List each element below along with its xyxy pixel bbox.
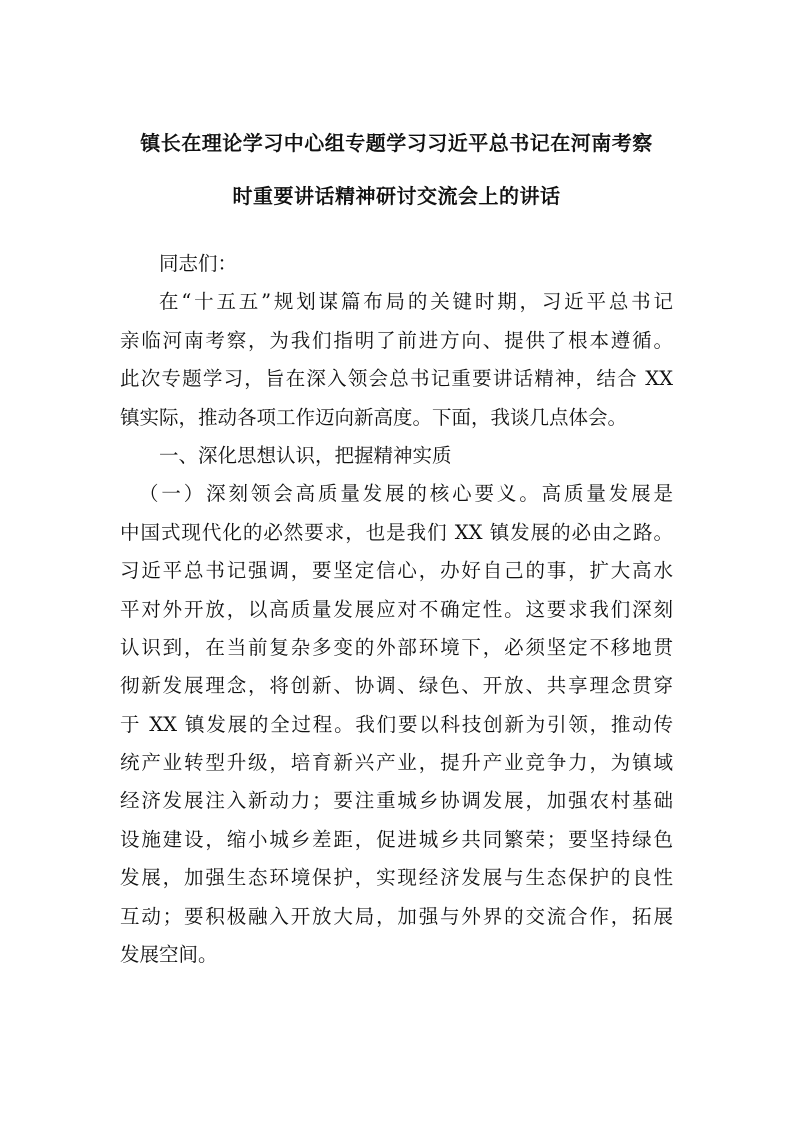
paragraph-line: 在“十五五”规划谋篇布局的关键时期，习近平总书记 xyxy=(159,290,673,314)
paragraph-line: 发展，加强生态环境保护，实现经济发展与生态保护的良性 xyxy=(120,866,673,890)
paragraph-line: 彻新发展理念，将创新、协调、绿色、开放、共享理念贯穿 xyxy=(120,674,673,698)
paragraph-line: 认识到，在当前复杂多变的外部环境下，必须坚定不移地贯 xyxy=(120,635,673,659)
paragraph-line: 于 XX 镇发展的全过程。我们要以科技创新为引领，推动传 xyxy=(120,712,673,736)
paragraph-line: 统产业转型升级，培育新兴产业，提升产业竞争力，为镇域 xyxy=(120,751,673,775)
paragraph-line: 此次专题学习，旨在深入领会总书记重要讲话精神，结合 XX xyxy=(120,367,673,391)
paragraph-line: 中国式现代化的必然要求，也是我们 XX 镇发展的必由之路。 xyxy=(120,520,673,544)
salutation: 同志们： xyxy=(159,252,238,275)
paragraph-line: 平对外开放，以高质量发展应对不确定性。这要求我们深刻 xyxy=(120,597,673,621)
paragraph-line: 亲临河南考察，为我们指明了前进方向、提供了根本遵循。 xyxy=(120,328,673,352)
paragraph-line: 互动；要积极融入开放大局，加强与外界的交流合作，拓展 xyxy=(120,904,673,928)
paragraph-line: 镇实际，推动各项工作迈向新高度。下面，我谈几点体会。 xyxy=(120,405,628,429)
paragraph-line: （一）深刻领会高质量发展的核心要义。高质量发展是 xyxy=(139,482,673,506)
paragraph-line: 习近平总书记强调，要坚定信心，办好自己的事，扩大高水 xyxy=(120,559,673,583)
document-body xyxy=(120,245,673,974)
paragraph-line: 发展空间。 xyxy=(120,943,218,967)
paragraph-line: 经济发展注入新动力；要注重城乡协调发展，加强农村基础 xyxy=(120,789,673,813)
document-title-line-1: 镇长在理论学习中心组专题学习习近平总书记在河南考察 xyxy=(140,131,653,155)
document-title-line-2: 时重要讲话精神研讨交流会上的讲话 xyxy=(232,184,561,208)
paragraph-line: 设施建设，缩小城乡差距，促进城乡共同繁荣；要坚持绿色 xyxy=(120,827,673,851)
section-heading: 一、深化思想认识，把握精神实质 xyxy=(159,443,452,467)
